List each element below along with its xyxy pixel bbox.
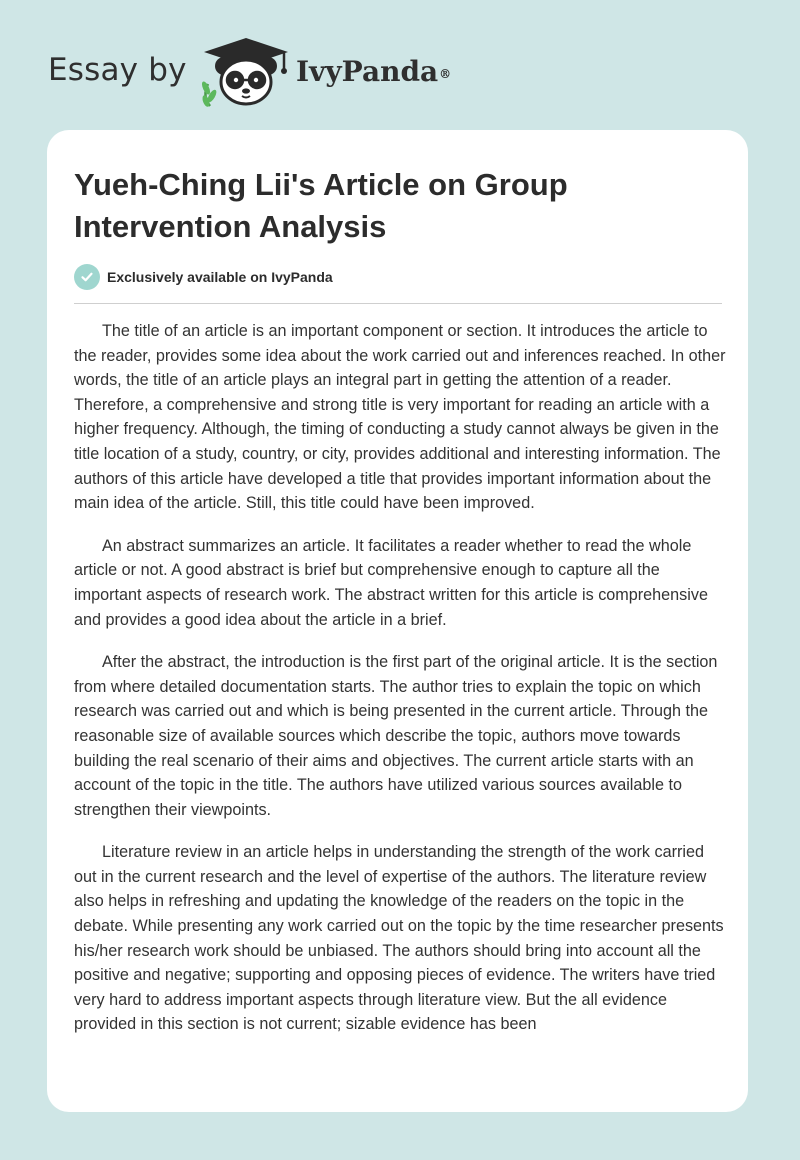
page-title: Yueh-Ching Lii's Article on Group Intervention Analysis	[74, 167, 568, 244]
article-body	[74, 319, 726, 1055]
site-header	[0, 0, 800, 130]
brand-name[interactable]: IvyPanda®	[296, 55, 452, 88]
check-circle-icon	[74, 264, 100, 290]
panda-logo-icon[interactable]	[200, 36, 292, 108]
essay-by-label: Essay by	[48, 52, 187, 88]
paragraph: The title of an article is an important component or section. It introduces the article to the reader, provides some idea about the work carried out and inferences reached. In other words, the title of an article plays an integral part in getting the attention of a reader. Therefore, a comprehensive and strong title is very important for reading an article with a higher frequency. Although, the timing of conducting a study cannot always be given in the title location of a study, country, or city, provides additional and interesting information. The authors of this article have developed a title that provides important information about the main idea of the article. Still, this title could have been improved.	[74, 322, 726, 513]
paragraph: Literature review in an article helps in understanding the strength of the work carried out in the current research and the level of expertise of the authors. The literature review also helps in refreshing and updating the knowledge of the readers on the topic in the debate. While presenting any work carried out on the topic by the time researcher presents his/her research work should be unbiased. The authors should bring into account all the positive and negative; supporting and opposing pieces of evidence. The writers have tried very hard to address important aspects through literature view. But the all evidence provided in this section is not current; sizable evidence has been	[74, 843, 724, 1034]
paragraph: After the abstract, the introduction is the first part of the original article. It is the section from where detailed documentation starts. The author tries to explain the topic on which research was carried out and which is being presented in the current article. Through the reasonable size of available sources which describe the topic, authors move towards building the real scenario of their aims and objectives. The current article starts with an account of the topic in the title. The authors have utilized various sources available to strengthen their viewpoints.	[74, 653, 718, 819]
divider	[74, 303, 722, 304]
paragraph: An abstract summarizes an article. It facilitates a reader whether to read the whole article or not. A good abstract is brief but comprehensive enough to capture all the important aspects of research work. The abstract written for this article is comprehensive and provides a good idea about the article in a brief.	[74, 536, 708, 629]
essay-card	[47, 130, 748, 1112]
exclusive-badge	[74, 264, 333, 290]
registered-mark: ®	[439, 67, 452, 81]
exclusive-label: Exclusively available on IvyPanda	[107, 269, 333, 285]
